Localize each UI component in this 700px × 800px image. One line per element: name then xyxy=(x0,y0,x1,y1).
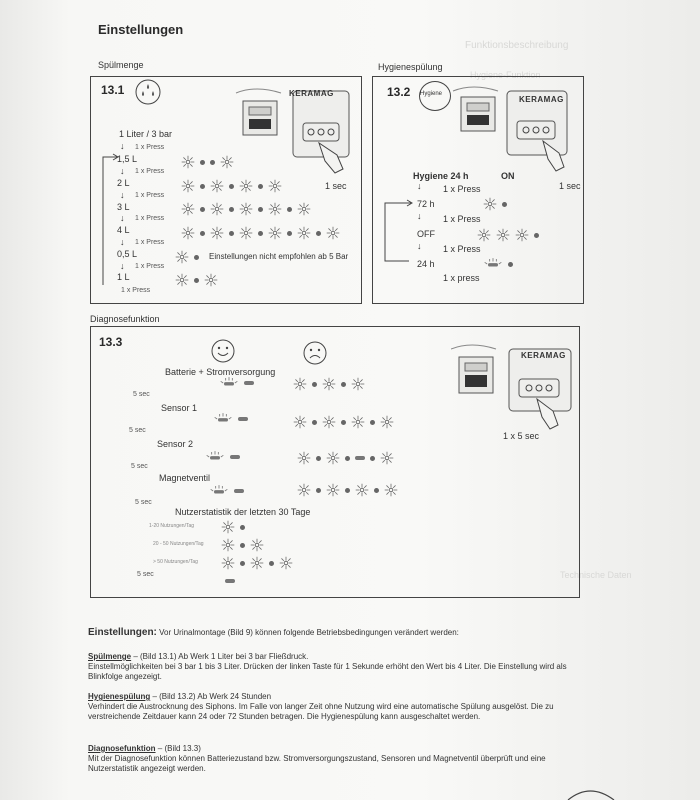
duration-label: 5 sec xyxy=(135,499,152,506)
water-drops-icon xyxy=(135,79,161,105)
blink-on-icon xyxy=(297,202,311,216)
press-label: 1 x Press xyxy=(121,287,151,294)
blink-on-icon xyxy=(496,228,510,242)
blink-off-icon xyxy=(229,207,234,212)
hold-duration: 1 sec xyxy=(559,181,581,191)
down-arrow-icon: ↓ xyxy=(120,141,125,151)
blink-off-icon xyxy=(370,420,375,425)
press-label: 1 x press xyxy=(443,273,480,283)
long-blink-icon xyxy=(355,456,365,460)
blink-on-icon xyxy=(515,228,529,242)
press-label: 1 x Press xyxy=(135,144,165,151)
diagnose-body: Mit der Diagnosefunktion können Batteriezustand bzw. Stromversorgungszustand, Sensoren und Magnetventil überprüft und eine Nutzerstatistik angezeigt werden. xyxy=(88,754,546,773)
spuelmenge-body: Einstellmöglichkeiten bei 3 bar 1 bis 3 Liter. Drücken der linken Taste für 1 Sekunde erhöht den Wert bis 4 Liter. Die Einstellung wird als Blinkfolge angezeigt. xyxy=(88,662,567,681)
blink-off-icon xyxy=(240,543,245,548)
blink-on-icon xyxy=(322,415,336,429)
blink-on-icon xyxy=(355,483,369,497)
ok-pattern-sensor1 xyxy=(213,413,248,425)
section-label-hygiene: Hygienespülung xyxy=(378,62,443,72)
control-unit-illustration xyxy=(451,335,573,435)
blink-on-icon xyxy=(210,226,224,240)
duration-label: 5 sec xyxy=(133,391,150,398)
sad-face-icon xyxy=(303,341,327,365)
blink-off-icon xyxy=(200,207,205,212)
brand-logo: KERAMAG xyxy=(289,89,334,98)
stat-row-label: > 50 Nutzungen/Tag xyxy=(153,559,198,565)
blink-on-icon xyxy=(297,451,311,465)
figure-number: 13.2 xyxy=(387,85,411,99)
long-blink-icon xyxy=(213,413,233,425)
stat-row-label: 20 - 50 Nutzungen/Tag xyxy=(153,541,204,547)
press-label: 1 x Press xyxy=(443,244,481,254)
blink-on-icon xyxy=(351,377,365,391)
control-unit-illustration xyxy=(231,83,353,183)
long-blink-icon xyxy=(205,451,225,463)
brand-logo: KERAMAG xyxy=(519,95,564,104)
blink-on-icon xyxy=(268,226,282,240)
press-label: 1 x Press xyxy=(135,192,165,199)
blink-on-icon xyxy=(181,202,195,216)
hygiene-body: Verhindert die Austrocknung des Siphons. Im Falle von langer Zeit ohne Nutzung wird eine automatische Spülung ausgelöst. Die zu verstreichende Zeitdauer kann 24 oder 72 Stunden betragen. Die Hygienespülung kann ausgeschaltet werden. xyxy=(88,702,554,721)
hold-duration: 1 sec xyxy=(325,181,347,191)
blink-pattern-24h xyxy=(483,258,513,270)
blink-off-icon xyxy=(312,382,317,387)
press-label: 1 x Press xyxy=(135,215,165,222)
hygiene-state: ON xyxy=(501,171,515,181)
blink-off-icon xyxy=(229,231,234,236)
happy-face-icon xyxy=(211,339,235,363)
blink-off-icon xyxy=(240,561,245,566)
ok-pattern-batterie xyxy=(219,377,254,389)
blink-on-icon xyxy=(483,197,497,211)
setting-off: OFF xyxy=(417,229,435,239)
section-label-spuelmenge: Spülmenge xyxy=(98,60,144,70)
blink-off-icon xyxy=(316,488,321,493)
blink-pattern-1 xyxy=(175,273,218,287)
blink-on-icon xyxy=(250,538,264,552)
section-label-diagnose: Diagnosefunktion xyxy=(90,314,160,324)
blink-off-icon xyxy=(374,488,379,493)
blink-on-icon xyxy=(279,556,293,570)
fail-pattern-sensor2 xyxy=(297,451,394,465)
loop-arrow xyxy=(95,149,121,289)
long-blink-icon xyxy=(244,381,254,385)
blink-on-icon xyxy=(477,228,491,242)
hygiene-ref: – (Bild 13.2) Ab Werk 24 Stunden xyxy=(150,692,272,701)
fail-pattern-sensor1 xyxy=(293,415,394,429)
down-arrow-icon: ↓ xyxy=(120,237,125,247)
blink-off-icon xyxy=(312,420,317,425)
stat-row-label: 1-20 Nutzungen/Tag xyxy=(149,523,195,529)
page-corner-mark xyxy=(566,784,616,800)
blink-off-icon xyxy=(502,202,507,207)
spuelmenge-paragraph xyxy=(88,652,568,682)
long-blink-icon xyxy=(483,258,503,270)
blink-off-icon xyxy=(345,456,350,461)
blink-pattern-1-5 xyxy=(181,155,234,169)
loop-arrow xyxy=(375,195,417,265)
blink-on-icon xyxy=(380,415,394,429)
blink-pattern-4 xyxy=(181,226,340,240)
stat-pattern-mid xyxy=(221,538,264,552)
blink-on-icon xyxy=(239,202,253,216)
spuelmenge-heading: Spülmenge xyxy=(88,652,132,661)
ok-pattern-magnet xyxy=(209,485,244,497)
ok-pattern-sensor2 xyxy=(205,451,240,463)
stat-end-marker xyxy=(225,579,235,583)
figure-13-2 xyxy=(372,76,584,304)
down-arrow-icon: ↓ xyxy=(417,211,422,221)
blink-on-icon xyxy=(250,556,264,570)
down-arrow-icon: ↓ xyxy=(417,241,422,251)
einstellungen-intro: Vor Urinalmontage (Bild 9) können folgende Betriebsbedingungen verändert werden: xyxy=(159,628,459,637)
blink-off-icon xyxy=(341,382,346,387)
blink-on-icon xyxy=(351,415,365,429)
hygiene-heading: Hygienespülung xyxy=(88,692,151,701)
level-1-5: 1,5 L xyxy=(117,154,138,164)
blink-off-icon xyxy=(534,233,539,238)
long-blink-icon xyxy=(238,417,248,421)
blink-off-icon xyxy=(287,207,292,212)
blink-on-icon xyxy=(204,273,218,287)
blink-on-icon xyxy=(380,451,394,465)
spuelmenge-ref: – (Bild 13.1) Ab Werk 1 Liter bei 3 bar Fließdruck. xyxy=(131,652,309,661)
blink-pattern-2 xyxy=(181,179,282,193)
level-1: 1 L xyxy=(117,272,130,282)
fail-pattern-magnet xyxy=(297,483,398,497)
blink-off-icon xyxy=(258,184,263,189)
hygiene-icon: Hygiene xyxy=(420,91,443,97)
blink-off-icon xyxy=(269,561,274,566)
diagnose-paragraph xyxy=(88,744,568,774)
diagnose-heading: Diagnosefunktion xyxy=(88,744,156,753)
blink-pattern-72h xyxy=(483,197,507,211)
blink-off-icon xyxy=(194,255,199,260)
down-arrow-icon: ↓ xyxy=(120,190,125,200)
down-arrow-icon: ↓ xyxy=(417,181,422,191)
blink-on-icon xyxy=(293,377,307,391)
einstellungen-paragraph xyxy=(88,628,568,638)
default-setting: 1 Liter / 3 bar xyxy=(119,129,173,139)
blink-on-icon xyxy=(326,483,340,497)
blink-off-icon xyxy=(229,184,234,189)
hold-duration: 1 x 5 sec xyxy=(503,431,540,441)
blink-on-icon xyxy=(181,226,195,240)
diag-label-sensor1: Sensor 1 xyxy=(161,403,198,413)
blink-off-icon xyxy=(194,278,199,283)
diag-label-batterie: Batterie + Stromversorgung xyxy=(165,367,276,377)
blink-on-icon xyxy=(175,250,189,264)
blink-off-icon xyxy=(200,231,205,236)
blink-off-icon xyxy=(210,160,215,165)
long-blink-icon xyxy=(209,485,229,497)
blink-off-icon xyxy=(258,207,263,212)
diag-label-magnet: Magnetventil xyxy=(159,473,211,483)
blink-on-icon xyxy=(293,415,307,429)
blink-on-icon xyxy=(221,556,235,570)
level-4: 4 L xyxy=(117,225,130,235)
blink-on-icon xyxy=(239,226,253,240)
fail-pattern-batterie xyxy=(293,377,365,391)
blink-off-icon xyxy=(258,231,263,236)
duration-label: 5 sec xyxy=(131,463,148,470)
down-arrow-icon: ↓ xyxy=(120,213,125,223)
blink-on-icon xyxy=(220,155,234,169)
blink-off-icon xyxy=(200,160,205,165)
diag-label-statistik: Nutzerstatistik der letzten 30 Tage xyxy=(175,507,311,517)
blink-on-icon xyxy=(181,155,195,169)
blink-off-icon xyxy=(200,184,205,189)
down-arrow-icon: ↓ xyxy=(120,261,125,271)
figure-number: 13.3 xyxy=(99,335,123,349)
blink-on-icon xyxy=(239,179,253,193)
blink-on-icon xyxy=(268,179,282,193)
diag-label-sensor2: Sensor 2 xyxy=(157,439,194,449)
press-label: 1 x Press xyxy=(443,214,481,224)
level-3: 3 L xyxy=(117,202,130,212)
duration-label: 5 sec xyxy=(137,571,154,578)
long-blink-icon xyxy=(230,455,240,459)
blink-pattern-0-5 xyxy=(175,250,199,264)
blink-off-icon xyxy=(341,420,346,425)
blink-on-icon xyxy=(326,226,340,240)
hygiene-header: Hygiene 24 h xyxy=(413,171,469,181)
blink-off-icon xyxy=(508,262,513,267)
setting-72h: 72 h xyxy=(417,199,435,209)
blink-on-icon xyxy=(297,226,311,240)
blink-off-icon xyxy=(240,525,245,530)
press-label: 1 x Press xyxy=(135,239,165,246)
down-arrow-icon: ↓ xyxy=(120,166,125,176)
press-label: 1 x Press xyxy=(135,168,165,175)
figure-13-1 xyxy=(90,76,362,304)
duration-label: 5 sec xyxy=(129,427,146,434)
diagnose-ref: – (Bild 13.3) xyxy=(155,744,201,753)
level-0-5: 0,5 L xyxy=(117,249,138,259)
blink-pattern-3 xyxy=(181,202,311,216)
hygiene-paragraph xyxy=(88,692,568,722)
blink-on-icon xyxy=(268,202,282,216)
figure-13-3 xyxy=(90,326,580,598)
long-blink-icon xyxy=(234,489,244,493)
blink-on-icon xyxy=(210,202,224,216)
blink-off-icon xyxy=(316,231,321,236)
blink-on-icon xyxy=(322,377,336,391)
stat-pattern-low xyxy=(221,520,245,534)
blink-pattern-off xyxy=(477,228,539,242)
figure-number: 13.1 xyxy=(101,83,125,97)
page-title: Einstellungen xyxy=(98,22,184,37)
level-2: 2 L xyxy=(117,178,130,188)
blink-on-icon xyxy=(221,520,235,534)
long-blink-icon xyxy=(219,377,239,389)
blink-off-icon xyxy=(345,488,350,493)
blink-on-icon xyxy=(326,451,340,465)
blink-on-icon xyxy=(384,483,398,497)
blink-off-icon xyxy=(370,456,375,461)
stat-pattern-high xyxy=(221,556,293,570)
setting-24h: 24 h xyxy=(417,259,435,269)
long-blink-icon xyxy=(225,579,235,583)
blink-off-icon xyxy=(316,456,321,461)
blink-on-icon xyxy=(175,273,189,287)
blink-on-icon xyxy=(181,179,195,193)
press-label: 1 x Press xyxy=(443,184,481,194)
blink-on-icon xyxy=(210,179,224,193)
manual-page: Funktionsbeschreibung Hygiene-Funktion Technische Daten Einstellungen Spülmenge Hygienespülung 13.1 KERAMAG 1 sec 1 Liter / 3 bar ↓ 1 x Press 1,5 L ↓ 1 x Press 2 L ↓ 1 x Press 3 L ↓ 1 x Press 4 L ↓ 1 x Press 0,5 L Einstellungen nicht empfohlen ab 5 Bar ↓ 1 x Press 1 L 1 x Press 13.2 Hygiene KERAMAG 1 sec Hygiene 24 h ON ↓ 1 x Press 72 h ↓ 1 x Press OFF ↓ 1 x Press 24 h 1 x press Diagnosefunktion 13.3 KERAMAG 1 x 5 sec Batterie + Stromversorgung 5 sec Sensor 1 5 sec Sensor 2 5 sec Magnetventil 5 sec Nutzerstatistik der letzten 30 Tage 1-20 Nutzungen/Tag 20 - 50 Nutzungen/Tag > 50 Nutzungen/Tag 5 sec Einstellungen: Vor Urinalmontage (Bild 9) können folgende Betriebsbedingungen verändert werden: Spülmenge – (Bild 13.1) Ab Werk 1 Liter bei 3 bar Fließdruck. Einstellmöglichkeiten bei 3 bar 1 bis 3 Liter. Drücken der linken Taste für 1 Sekunde erhöht den Wert bis 4 Liter. Die Einstellung wird als Blinkfolge angezeigt. Hygienespülung – (Bild 13.2) Ab Werk 24 Stunden Verhindert die Austrocknung des Siphons. Im Falle von langer Zeit ohne Nutzung wird eine automatische Spülung ausgelöst. Die zu verstreichende Zeitdauer kann 24 oder 72 Stunden betragen. Die Hygienespülung kann ausgeschaltet werden. Diagnosefunktion – (Bild 13.3) Mit der Diagnosefunktion können Batteriezustand bzw. Stromversorgungszustand, Sensoren und Magnetventil überprüft und eine Nutzerstatistik angezeigt werden. xyxy=(0,0,700,800)
press-label: 1 x Press xyxy=(135,263,165,270)
einstellungen-heading: Einstellungen: xyxy=(88,627,157,638)
blink-on-icon xyxy=(221,538,235,552)
brand-logo: KERAMAG xyxy=(521,351,566,360)
blink-off-icon xyxy=(287,231,292,236)
blink-on-icon xyxy=(297,483,311,497)
pressure-note: Einstellungen nicht empfohlen ab 5 Bar xyxy=(209,252,349,261)
